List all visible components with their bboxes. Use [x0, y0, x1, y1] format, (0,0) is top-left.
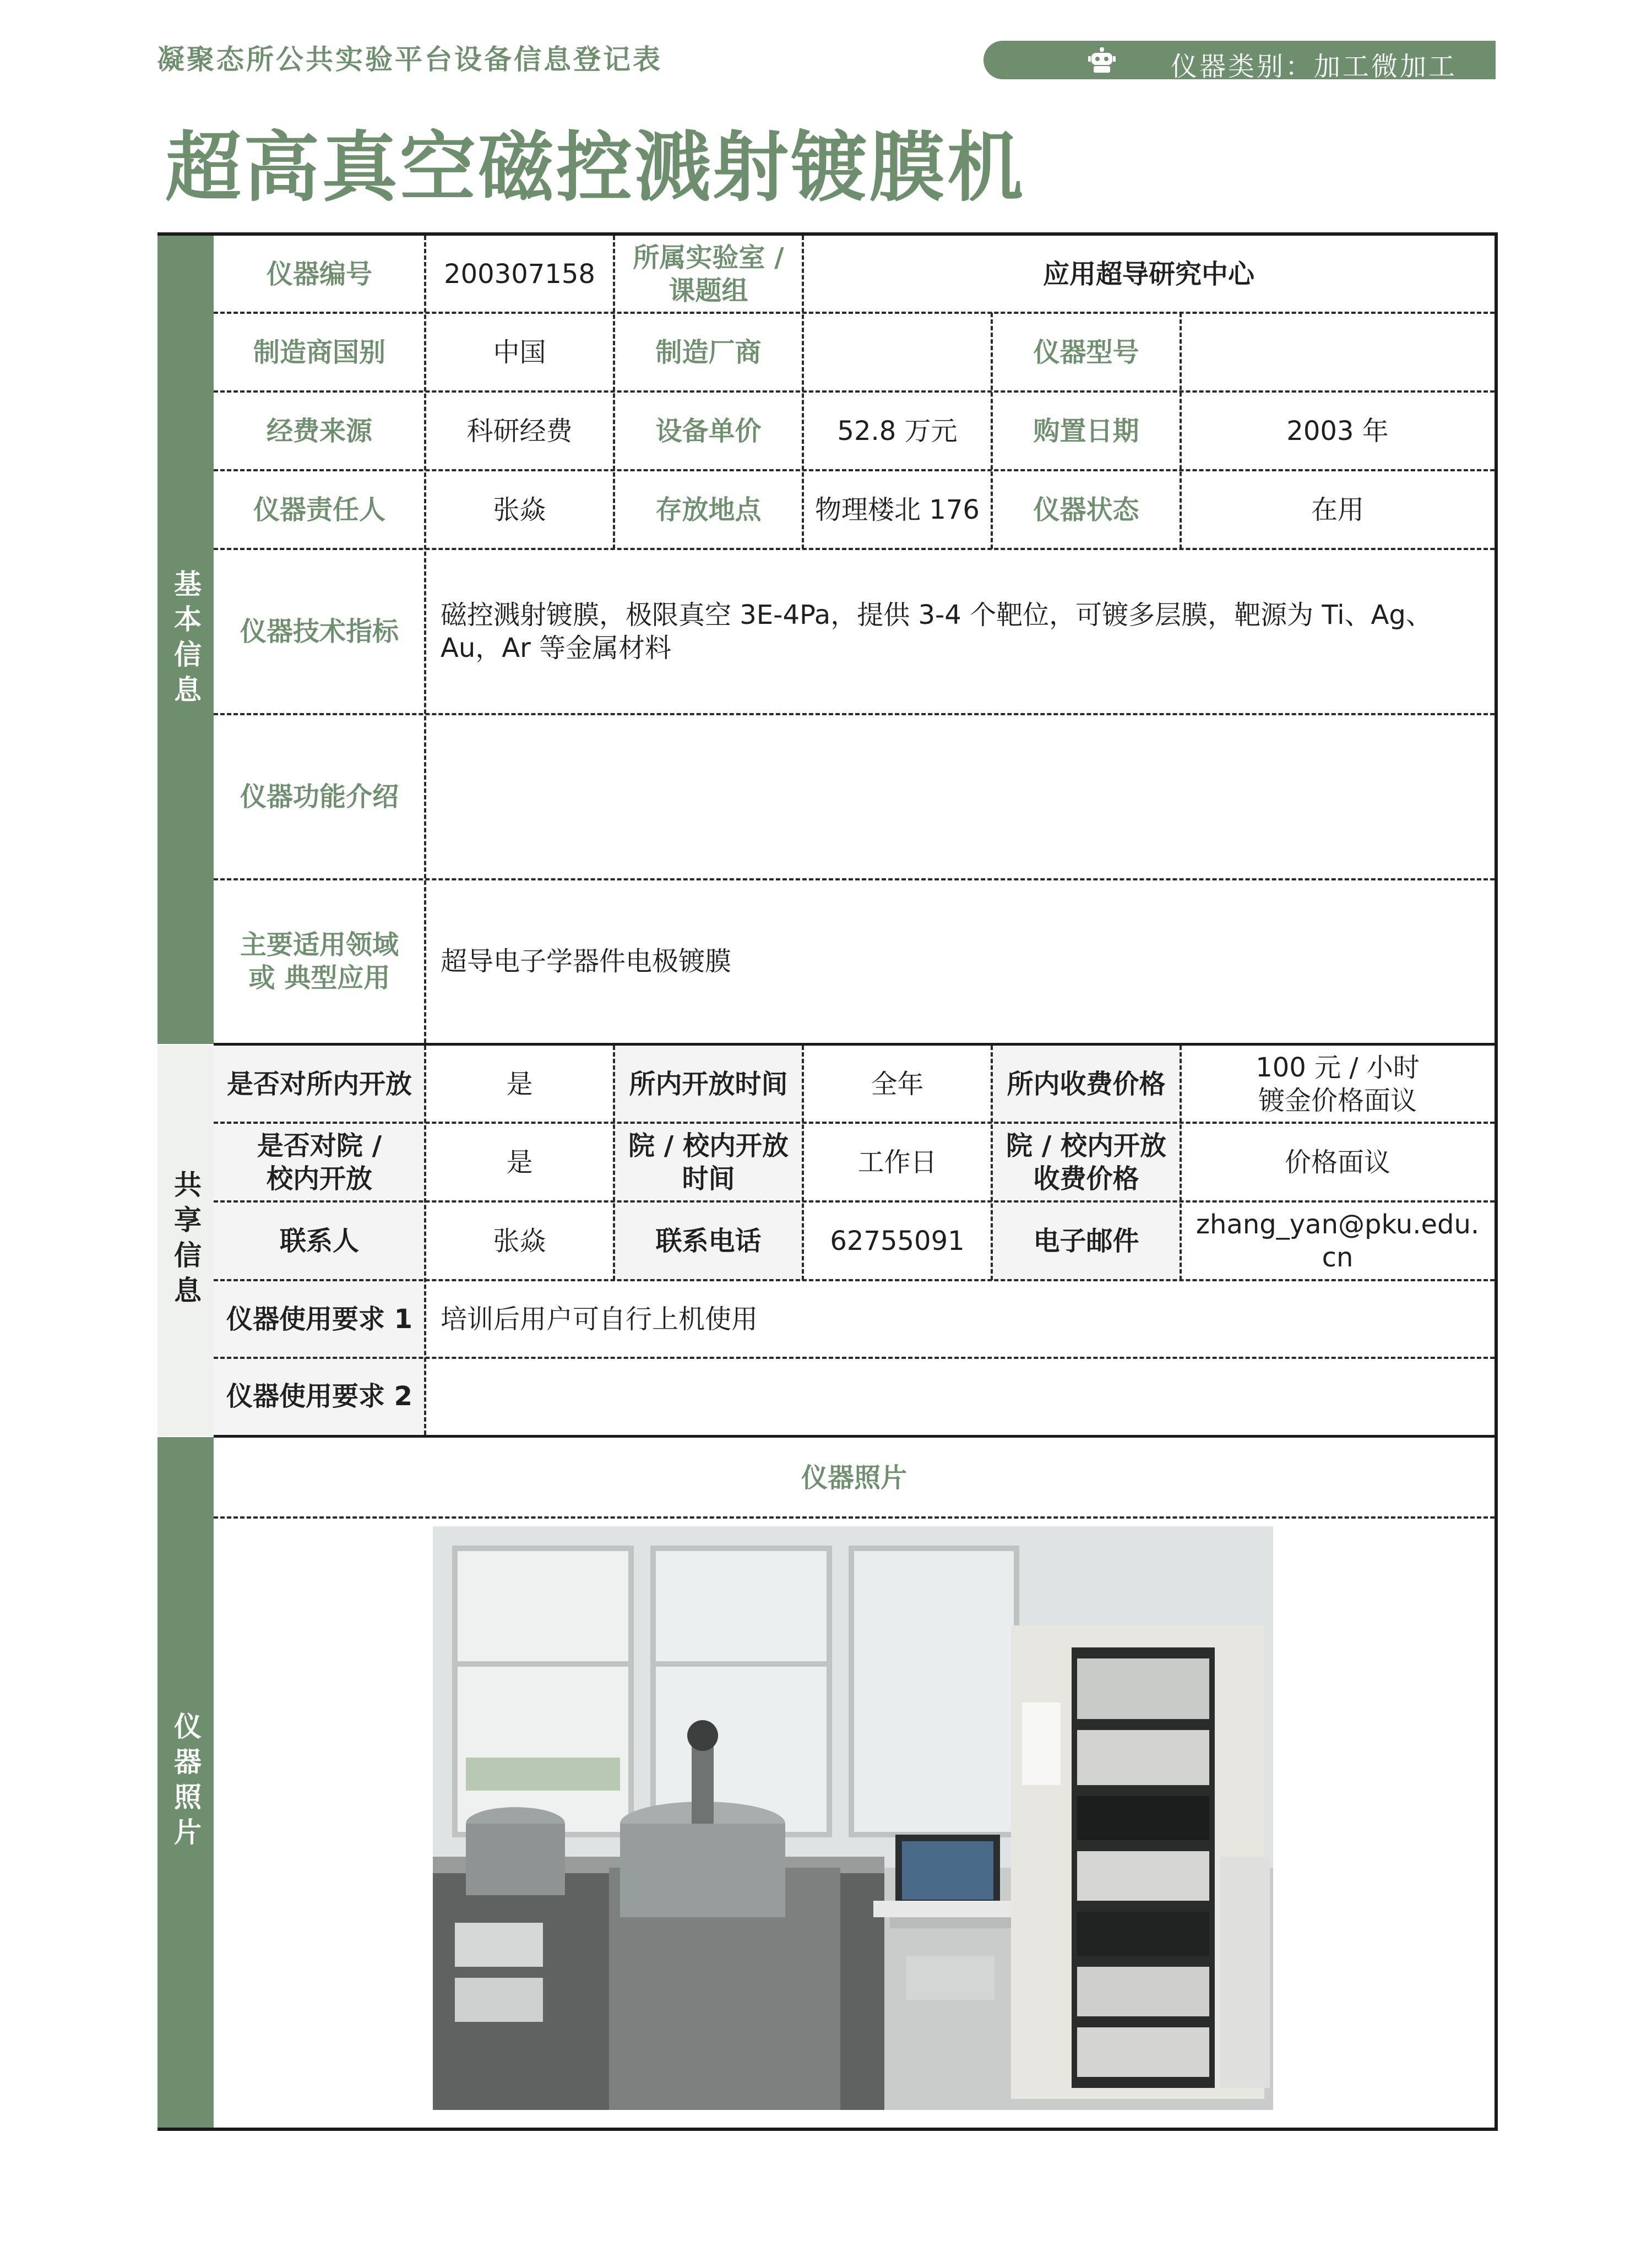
location-label: 存放地点 [655, 494, 762, 525]
col-divider [991, 1046, 993, 1280]
col-divider [613, 236, 615, 549]
campus-time-value: 工作日 [857, 1146, 937, 1178]
col-divider [424, 1046, 426, 1435]
lab-value: 应用超导研究中心 [1042, 259, 1254, 290]
col-divider [991, 313, 993, 549]
side-label-photo: 仪器照片 [157, 1437, 214, 2128]
purchase-date-label: 购置日期 [1033, 415, 1139, 447]
side-label-basic: 基本信息 [157, 236, 214, 1044]
owner-label: 仪器责任人 [253, 494, 385, 525]
location-value: 物理楼北 176 [815, 494, 980, 525]
category-badge [983, 41, 1496, 82]
internal-fee-label: 所内收费价格 [992, 1046, 1181, 1123]
page-title: 超高真空磁控溅射镀膜机 [165, 123, 1026, 212]
internal-fee-line: 镀金价格面议 [1258, 1085, 1417, 1116]
model-value [1181, 313, 1495, 391]
price-label: 设备单价 [655, 415, 762, 447]
application-value: 超导电子学器件电极镀膜 [441, 945, 732, 977]
requirement-1-value: 培训后用户可自行上机使用 [441, 1303, 758, 1335]
col-divider [424, 236, 426, 1043]
contact-label: 联系人 [214, 1201, 425, 1280]
campus-time-label: 院 / 校内开放时间 [614, 1123, 803, 1201]
open-campus-label: 是否对院 / 校内开放 [214, 1123, 425, 1201]
funding-value: 科研经费 [466, 415, 573, 447]
open-internal-label: 是否对所内开放 [214, 1046, 425, 1123]
contact-value: 张焱 [493, 1225, 546, 1257]
function-label: 仪器功能介绍 [240, 781, 399, 812]
row-divider [214, 469, 1495, 471]
row-divider [214, 1122, 1495, 1124]
internal-time-value: 全年 [871, 1069, 924, 1100]
funding-label: 经费来源 [266, 415, 372, 447]
phone-label: 联系电话 [614, 1201, 803, 1280]
country-value: 中国 [493, 336, 546, 368]
open-campus-value: 是 [506, 1146, 533, 1178]
internal-time-label: 所内开放时间 [614, 1046, 803, 1123]
bottom-border [157, 2128, 1498, 2131]
col-divider [802, 236, 804, 549]
instrument-no-value: 200307158 [444, 259, 595, 290]
col-divider [802, 1046, 804, 1280]
right-border [1495, 232, 1498, 2131]
manufacturer-label: 制造厂商 [655, 336, 762, 368]
row-divider [214, 878, 1495, 880]
open-internal-value: 是 [506, 1069, 533, 1100]
model-label: 仪器型号 [1033, 336, 1139, 368]
function-value [425, 714, 1495, 879]
col-divider [1180, 1046, 1182, 1280]
row-divider [214, 548, 1495, 550]
owner-value: 张焱 [493, 494, 546, 525]
requirement-1-label: 仪器使用要求 1 [214, 1280, 425, 1358]
col-divider [613, 1046, 615, 1280]
tech-spec-value: 磁控溅射镀膜，极限真空 3E-4Pa，提供 3-4 个靶位，可镀多层膜，靶源为 Ti、Ag、Au，Ar 等金属材料 [441, 600, 1432, 663]
row-divider [214, 390, 1495, 393]
instrument-photo [433, 1526, 1273, 2110]
email-value[interactable]: zhang_yan@pku.edu.cn [1195, 1209, 1480, 1273]
email-label: 电子邮件 [992, 1201, 1181, 1280]
status-label: 仪器状态 [1033, 494, 1139, 525]
price-value: 52.8 万元 [837, 415, 958, 447]
internal-fee-line: 100 元 / 小时 [1256, 1052, 1420, 1083]
requirement-2-label: 仪器使用要求 2 [214, 1358, 425, 1435]
lab-label: 所属实验室 / 课题组 [633, 242, 784, 306]
row-divider [214, 1516, 1495, 1519]
row-divider [214, 1200, 1495, 1203]
requirement-2-value [425, 1358, 1495, 1435]
phone-value: 62755091 [830, 1225, 965, 1257]
campus-fee-label: 院 / 校内开放收费价格 [992, 1123, 1181, 1201]
row-divider [214, 1357, 1495, 1359]
application-label: 主要适用领域 或 典型应用 [240, 929, 399, 993]
org-title: 凝聚态所公共实验平台设备信息登记表 [157, 43, 662, 75]
row-divider [214, 1279, 1495, 1281]
country-label: 制造商国别 [253, 336, 385, 368]
row-divider [214, 713, 1495, 715]
campus-fee-value: 价格面议 [1284, 1146, 1390, 1178]
robot-icon [1088, 47, 1116, 73]
side-label-sharing: 共享信息 [157, 1045, 214, 1436]
instrument-no-label: 仪器编号 [266, 259, 372, 290]
purchase-date-value: 2003 年 [1286, 415, 1389, 447]
col-divider [1180, 313, 1182, 549]
category-label: 仪器类别：加工微加工 [1171, 51, 1458, 82]
manufacturer-value [803, 313, 992, 391]
status-value: 在用 [1311, 494, 1364, 525]
internal-fee-value [1181, 1046, 1495, 1123]
photo-header: 仪器照片 [801, 1462, 907, 1493]
row-divider [214, 312, 1495, 314]
tech-spec-label: 仪器技术指标 [240, 616, 399, 647]
